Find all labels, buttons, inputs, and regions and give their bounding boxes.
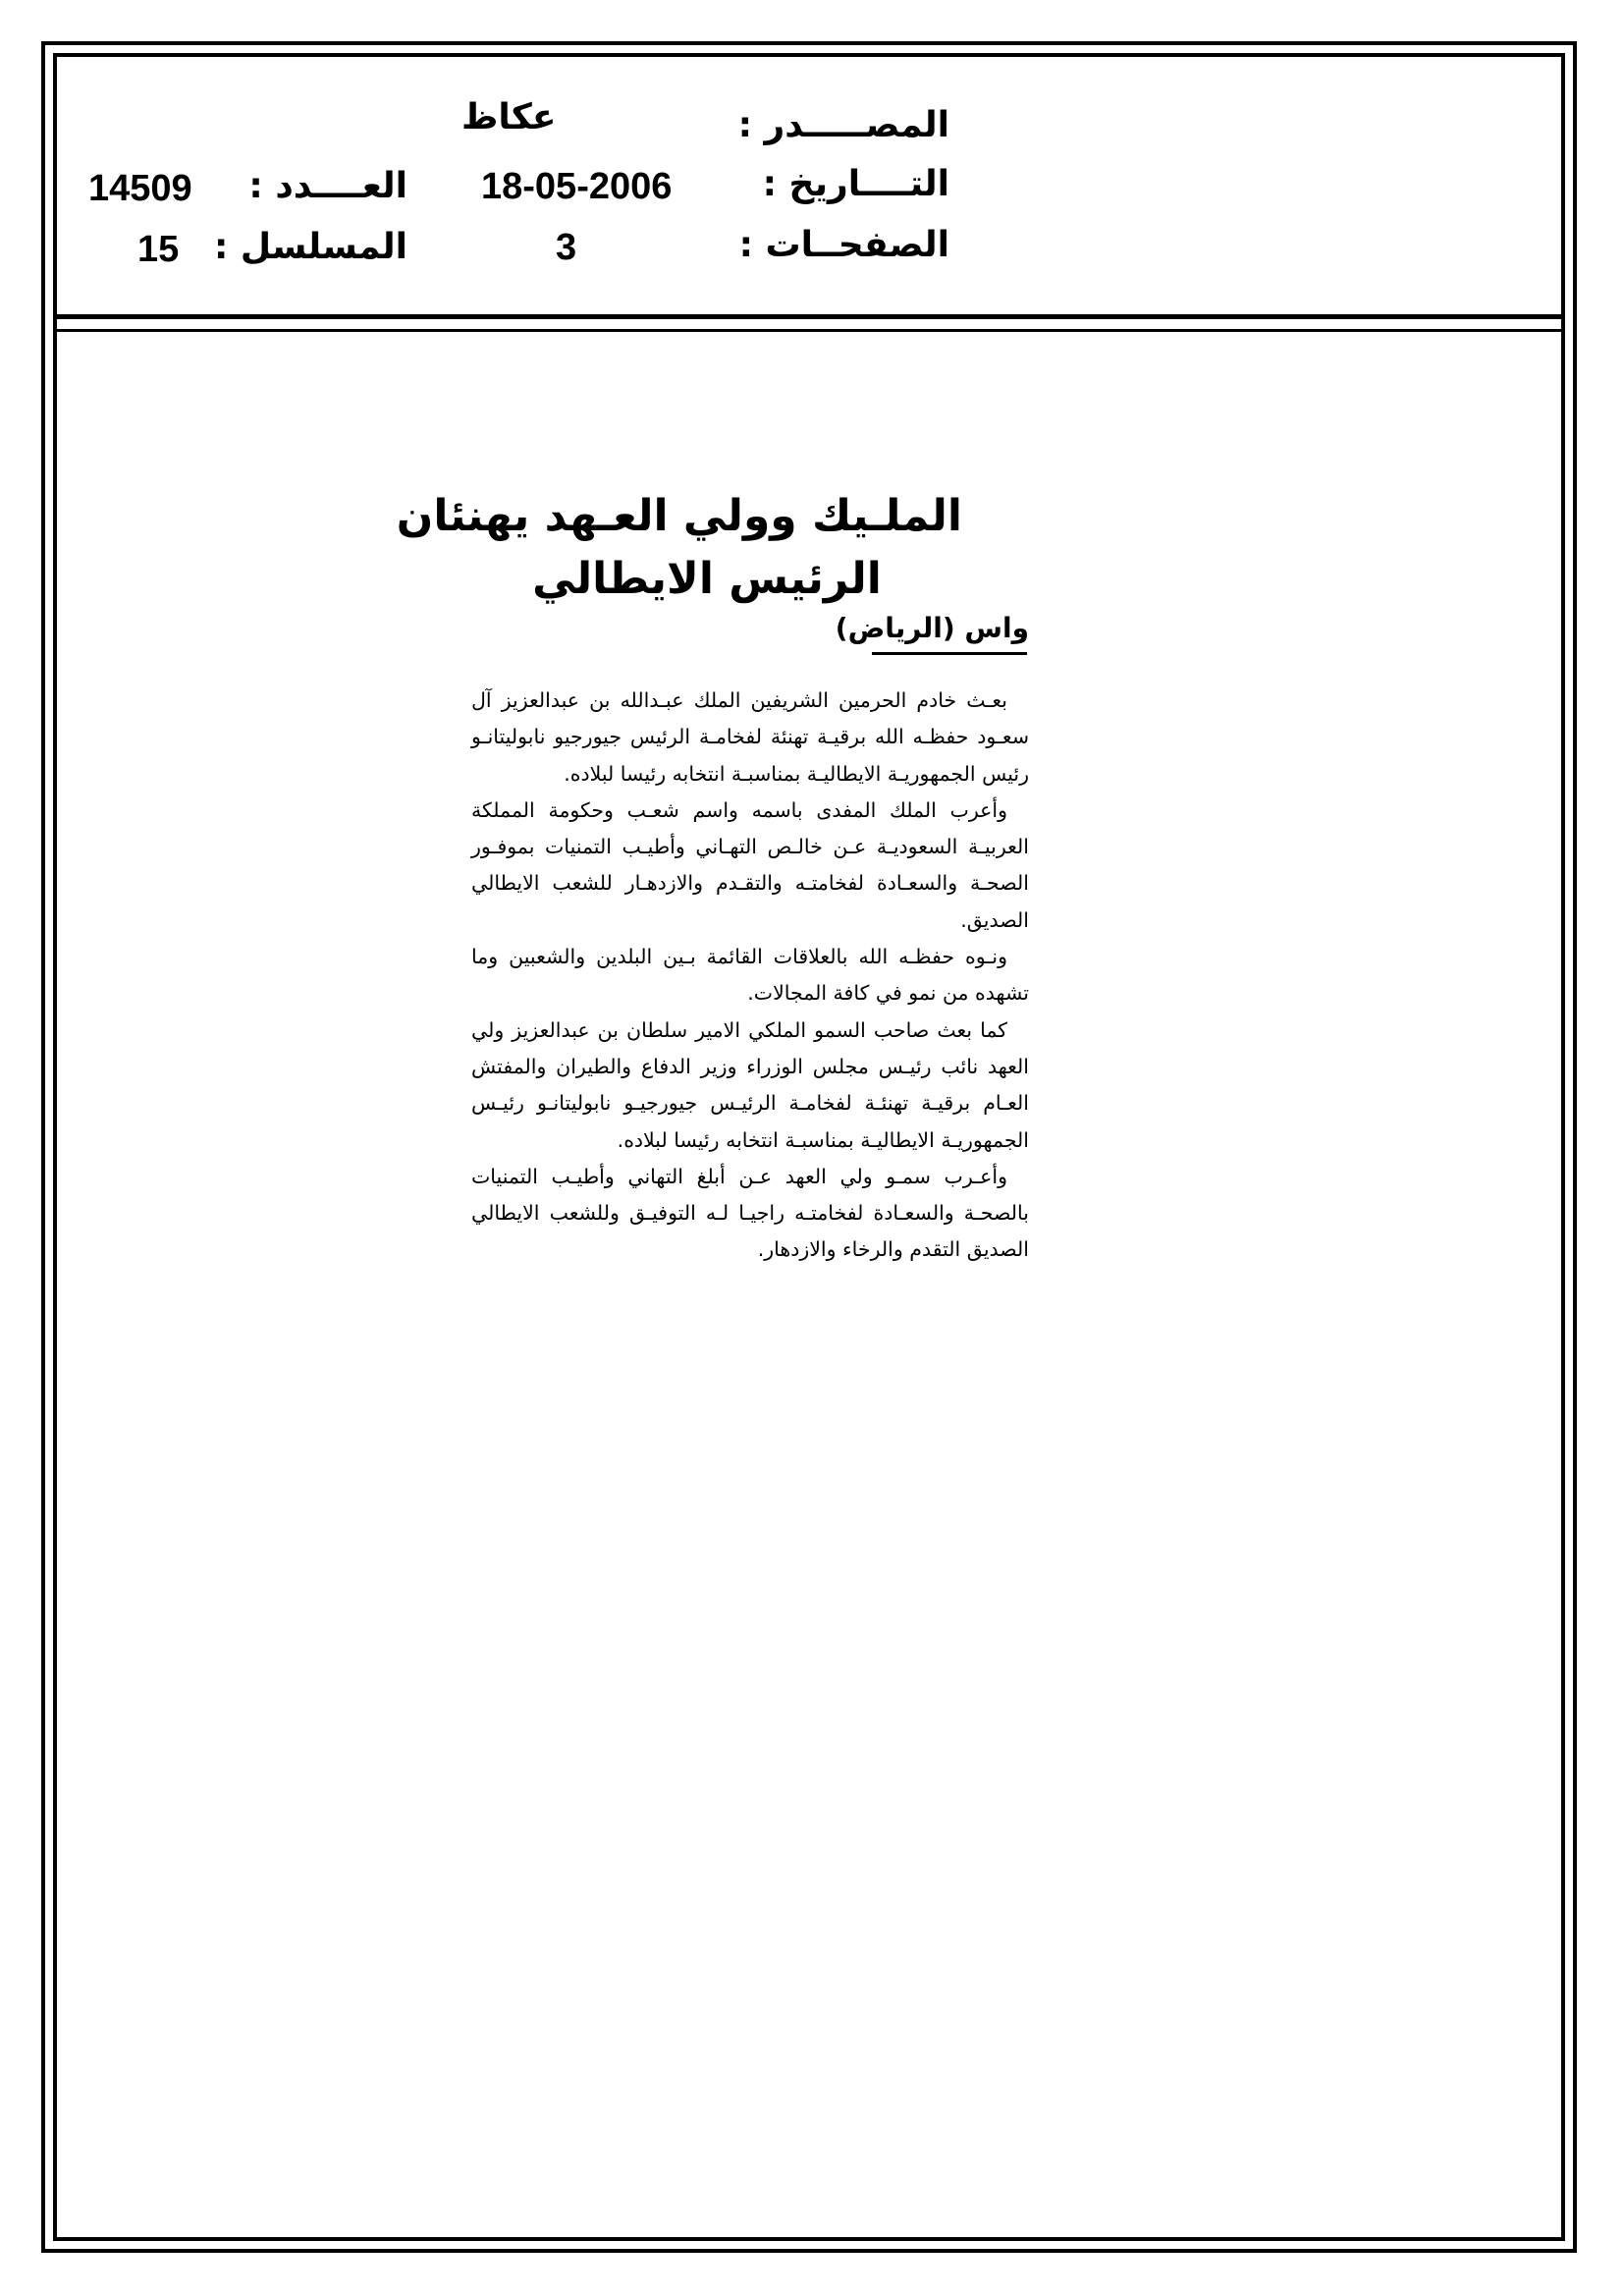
pages-value: 3: [556, 227, 577, 268]
issue-value: 14509: [88, 168, 192, 209]
article-body: [471, 683, 1029, 1269]
date-value: 18-05-2006: [481, 166, 673, 207]
source-label: المصـــــدر :: [737, 105, 949, 145]
header-divider-thin: [53, 329, 1565, 332]
article-paragraph: كما بعث صاحب السمو الملكي الامير سلطان بن عبدالعزيز ولي العهد نائب رئيـس مجلس الوزراء وزير الدفاع والطيران والمفتش العـام برقيـة تهنئـة لفخامـة الرئيـس جيورجيـو نابوليتانـو رئيـس الجمهوريـة الايطاليـة بمناسبـة انتخابه رئيسا لبلاده.: [471, 1017, 1029, 1152]
pages-label: الصفحــات :: [738, 225, 949, 265]
article-paragraph: وأعرب الملك المفدى باسمه واسم شعـب وحكومة المملكة العربيـة السعوديـة عـن خالـص التهـاني وأطيـب التمنيات بموفـور الصحـة والسعـادة لفخامتـه والتقـدم والازدهـار للشعب الايطالي الصديق.: [471, 797, 1029, 932]
article-paragraph: بعـث خادم الحرمين الشريفين الملك عبـدالله بن عبدالعزيز آل سعـود حفظـه الله برقيـة تهنئة لفخامـة الرئيس جيورجيو نابوليتانـو رئيس الجمهوريـة الايطاليـة بمناسبـة انتخابه رئيسا لبلاده.: [471, 688, 1029, 786]
issue-label: العــــدد :: [248, 166, 407, 206]
article-paragraph: ونـوه حفظـه الله بالعلاقات القائمة بـين البلدين والشعبين وما تشهده من نمو في كافة المجالات.: [471, 945, 1029, 1006]
article-title-line-2: الرئيس الايطالي: [532, 554, 882, 604]
article-title-line-1: الملـيك وولي العـهد يهنئان: [396, 491, 962, 541]
source-value: عكاظ: [461, 97, 557, 137]
serial-label: المسلسل :: [213, 227, 407, 267]
article-dateline: واس (الرياض): [835, 612, 1029, 644]
article-paragraph: وأعـرب سمـو ولي العهد عـن أبلغ التهاني وأطيـب التمنيات بالصحـة والسعـادة لفخامتـه راجيـا لـه التوفيـق وللشعب الايطالي الصديق التقدم والرخاء والازدهار.: [471, 1164, 1029, 1262]
dateline-underline: [872, 652, 1027, 655]
date-label: التــــاريخ :: [762, 164, 949, 204]
serial-value: 15: [137, 229, 180, 270]
header-divider: [53, 314, 1565, 319]
